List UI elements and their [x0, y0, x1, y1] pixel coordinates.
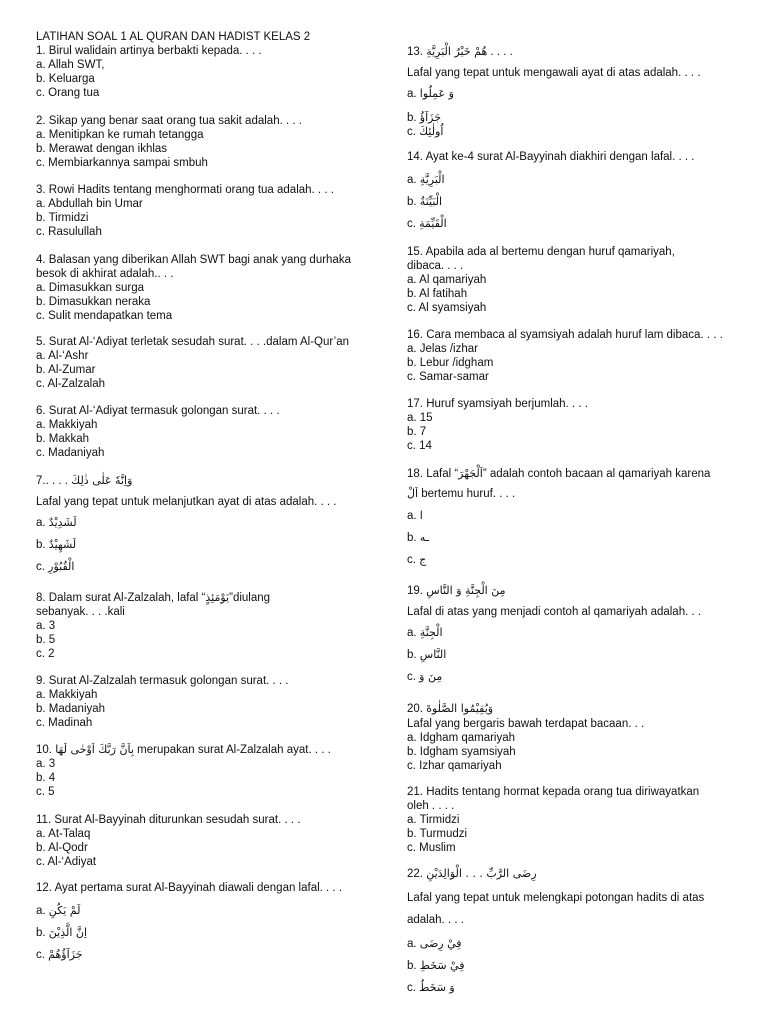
option-a: a. Dimasukkan surga: [36, 282, 145, 294]
question-number: 8.: [36, 592, 46, 604]
question-6: [36, 404, 376, 460]
option-c: c. 14: [407, 440, 432, 452]
arabic-word: يَوْمَئِذٍ: [205, 591, 230, 604]
question-15: [407, 245, 697, 315]
question-number: 14.: [407, 151, 423, 163]
question-number: 5.: [36, 336, 46, 348]
question-text: Surat Al-Bayyinah diturunkan sesudah surat. . . .: [54, 814, 301, 826]
option-c: c. Sulit mendapatkan tema: [36, 310, 173, 322]
question-number: 17.: [407, 398, 423, 410]
arabic-verse: وَيُقِيْمُوا الصَّلٰوةَ: [426, 702, 494, 715]
question-number: 15.: [407, 246, 423, 258]
option-c: c. Madaniyah: [36, 447, 105, 459]
question-number: 4.: [36, 254, 46, 266]
question-number: 20.: [407, 703, 423, 715]
arabic-verse: وَاِنَّهٗ عَلٰى ذٰلِكَ: [71, 474, 133, 487]
question-text: merupakan surat Al-Zalzalah ayat. . . .: [133, 744, 331, 756]
question-text: Surat Al-‘Adiyat termasuk golongan surat. . . .: [48, 405, 280, 417]
question-20: [407, 701, 737, 773]
question-text: Dalam surat Al-Zalzalah, lafal “: [48, 592, 206, 604]
option-a: a. Makkiyah: [36, 419, 98, 431]
option-b: b. Tirmidzi: [36, 212, 89, 224]
option-c: c. Rasulullah: [36, 226, 102, 238]
arabic-verse: هُمْ خَيْرُ الْبَرِيَّةِ: [426, 45, 488, 58]
option-a: a. Menitipkan ke rumah tetangga: [36, 129, 204, 141]
question-22: [407, 866, 727, 999]
option-b: b. Lebur /idgham: [407, 357, 494, 369]
option-a: a. Allah SWT,: [36, 59, 105, 71]
option-c: c. الْقَيِّمَةِ: [407, 217, 447, 230]
option-c: c. جَزَآؤُهُمْ: [36, 948, 83, 961]
option-c: c. 5: [36, 786, 55, 798]
question-14: [407, 150, 737, 235]
option-a: a. 3: [36, 620, 56, 632]
option-b: b. Dimasukkan neraka: [36, 296, 151, 308]
option-c: c. Orang tua: [36, 87, 100, 99]
question-instruction: Lafal yang tepat untuk melanjutkan ayat di atas adalah. . . .: [36, 496, 337, 508]
question-number: 21.: [407, 786, 423, 798]
option-a: a. At-Talaq: [36, 828, 91, 840]
question-text: Sikap yang benar saat orang tua sakit adalah. . . .: [48, 115, 302, 127]
option-b: b. Al fatihah: [407, 288, 468, 300]
option-b: b. Keluarga: [36, 73, 95, 85]
option-a: a. Tirmidzi: [407, 814, 460, 826]
option-b: b. 4: [36, 772, 56, 784]
question-number: 19.: [407, 585, 423, 597]
question-number: 9.: [36, 675, 46, 687]
question-text: Ayat ke-4 surat Al-Bayyinah diakhiri dengan lafal. . . .: [425, 151, 695, 163]
option-a: a. الْبَرِيَّةِ: [407, 173, 445, 186]
option-c: c. Muslim: [407, 842, 456, 854]
option-a: a. وَ عَمِلُوا: [407, 87, 454, 100]
arabic-word: اَلْ: [407, 487, 419, 500]
question-instruction: Lafal yang tepat untuk mengawali ayat di atas adalah. . . .: [407, 67, 701, 79]
option-c: c. Samar-samar: [407, 371, 489, 383]
question-17: [407, 397, 737, 453]
option-b: b. Idgham syamsiyah: [407, 746, 516, 758]
question-text: Birul walidain artinya berbakti kepada. . . .: [48, 45, 262, 57]
question-text: Surat Al-‘Adiyat terletak sesudah surat. . . .dalam Al-Qur’an: [48, 336, 350, 348]
question-text: Balasan yang diberikan Allah SWT bagi anak yang durhaka besok di akhirat adalah.. . .: [36, 254, 351, 280]
option-c: c. الْقُبُوْرِ: [36, 560, 75, 573]
option-c: c. Izhar qamariyah: [407, 760, 502, 772]
option-b: b. ـه: [407, 531, 429, 544]
option-c: c. Al syamsiyah: [407, 302, 487, 314]
option-a: a. الْجِنَّةِ: [407, 626, 443, 639]
question-12: [36, 881, 376, 966]
question-18: 18. Lafal “اَلْجَهْرَ” adalah contoh bacaan al qamariyah karena اَلْ bertemu huruf. . . . a. ا b. ـه c. ج: [407, 466, 737, 571]
question-21: [407, 785, 707, 855]
option-a: a. 15: [407, 412, 433, 424]
question-text: Huruf syamsiyah berjumlah. . . .: [426, 398, 588, 410]
question-number: 16.: [407, 329, 423, 341]
option-b: b. 5: [36, 634, 56, 646]
option-a: a. Makkiyah: [36, 689, 98, 701]
option-a: a. 3: [36, 758, 56, 770]
option-a: a. Jelas /izhar: [407, 343, 478, 355]
option-b: b. Turmudzi: [407, 828, 468, 840]
question-number: 12.: [36, 882, 52, 894]
option-b: b. Madaniyah: [36, 703, 106, 715]
question-text: Hadits tentang hormat kepada orang tua diriwayatkan oleh . . . .: [407, 786, 700, 812]
arabic-verse: مِنَ الْجِنَّةِ وَ النَّاسِ: [426, 584, 506, 597]
question-number: 3.: [36, 184, 46, 196]
question-1: [36, 44, 376, 100]
question-2: [36, 114, 376, 170]
arabic-verse: بِاَنَّ رَبَّكَ اَوْحٰى لَهَا: [55, 743, 134, 756]
question-number: 22.: [407, 868, 423, 880]
option-b: b. فِيْ سَخَطِ: [407, 959, 465, 972]
question-number: 7.: [36, 475, 46, 487]
option-a: a. ا: [407, 509, 423, 522]
option-b: b. النَّاسِ: [407, 648, 447, 661]
option-c: c. Madinah: [36, 717, 93, 729]
option-c: c. اُولٰئِكَ: [407, 125, 444, 138]
question-7: [36, 473, 376, 578]
option-b: b. اِنَّ الَّذِيْنَ: [36, 926, 88, 939]
arabic-hadith: رِضَى الرَّبِّ . . . الْوَالِدَيْنِ: [426, 867, 537, 880]
question-13: 13. هُمْ خَيْرُ الْبَرِيَّةِ . . . . Lafal yang tepat untuk mengawali ayat di atas adalah. . . . a. وَ عَمِلُوا b. جَزَآؤُ c. اُولٰئِكَ: [407, 44, 737, 139]
question-text: Rowi Hadits tentang menghormati orang tua adalah. . . .: [48, 184, 334, 196]
question-10: [36, 743, 376, 799]
option-b: b. Al-Qodr: [36, 842, 88, 854]
question-number: 13.: [407, 46, 423, 58]
question-text: Apabila ada al bertemu dengan huruf qamariyah, dibaca. . . .: [407, 246, 675, 272]
question-19: [407, 583, 737, 688]
question-4: [36, 253, 361, 323]
option-a: a. فِيْ رِضَى: [407, 937, 462, 950]
question-11: [36, 813, 376, 869]
question-text: Ayat pertama surat Al-Bayyinah diawali dengan lafal. . . .: [54, 882, 343, 894]
question-text: . . . .: [45, 475, 68, 487]
option-a: a. Idgham qamariyah: [407, 732, 516, 744]
question-3: [36, 183, 376, 239]
option-a: a. لَشَدِيْدٌ: [36, 516, 77, 529]
option-a: a. لَمْ يَكُنِ: [36, 904, 81, 917]
option-a: a. Al qamariyah: [407, 274, 487, 286]
option-c: c. 2: [36, 648, 55, 660]
option-c: c. ج: [407, 553, 427, 566]
option-a: a. Abdullah bin Umar: [36, 198, 143, 210]
option-c: c. Al-‘Adiyat: [36, 856, 97, 868]
option-c: c. مِنَ وَ: [407, 670, 443, 683]
option-c: c. Al-Zalzalah: [36, 378, 106, 390]
arabic-word: اَلْجَهْرَ: [458, 467, 483, 480]
question-text: Surat Al-Zalzalah termasuk golongan surat. . . .: [48, 675, 289, 687]
question-number: 10.: [36, 744, 52, 756]
question-number: 1.: [36, 45, 46, 57]
question-16: [407, 328, 737, 384]
question-instruction: Lafal yang tepat untuk melengkapi potongan hadits di atas adalah. . . .: [407, 892, 705, 926]
option-c: c. Membiarkannya sampai smbuh: [36, 157, 208, 169]
question-instruction: Lafal yang bergaris bawah terdapat bacaan. . .: [407, 718, 645, 730]
option-b: b. Makkah: [36, 433, 90, 445]
question-9: [36, 674, 376, 730]
option-b: b. Al-Zumar: [36, 364, 96, 376]
option-b: b. الْبَيِّنَةُ: [407, 195, 443, 208]
question-number: 18.: [407, 468, 423, 480]
question-text-end: ”diulang sebanyak. . . .kali: [36, 592, 271, 618]
option-a: a. Al-‘Ashr: [36, 350, 89, 362]
option-b: b. جَزَآؤُ: [407, 111, 442, 124]
question-5: [36, 335, 376, 391]
worksheet-title: LATIHAN SOAL 1 AL QURAN DAN HADIST KELAS 2: [36, 31, 311, 43]
question-number: 6.: [36, 405, 46, 417]
option-c: c. وَ سَخَطُ: [407, 981, 455, 994]
question-instruction: Lafal di atas yang menjadi contoh al qamariyah adalah. . .: [407, 606, 702, 618]
question-number: 2.: [36, 115, 46, 127]
question-8: [36, 591, 321, 661]
option-b: b. لَشَهِيْدٌ: [36, 538, 77, 551]
question-number: 11.: [36, 814, 52, 826]
question-text: Cara membaca al syamsiyah adalah huruf lam dibaca. . . .: [426, 329, 723, 341]
option-b: b. 7: [407, 426, 427, 438]
option-b: b. Merawat dengan ikhlas: [36, 143, 168, 155]
